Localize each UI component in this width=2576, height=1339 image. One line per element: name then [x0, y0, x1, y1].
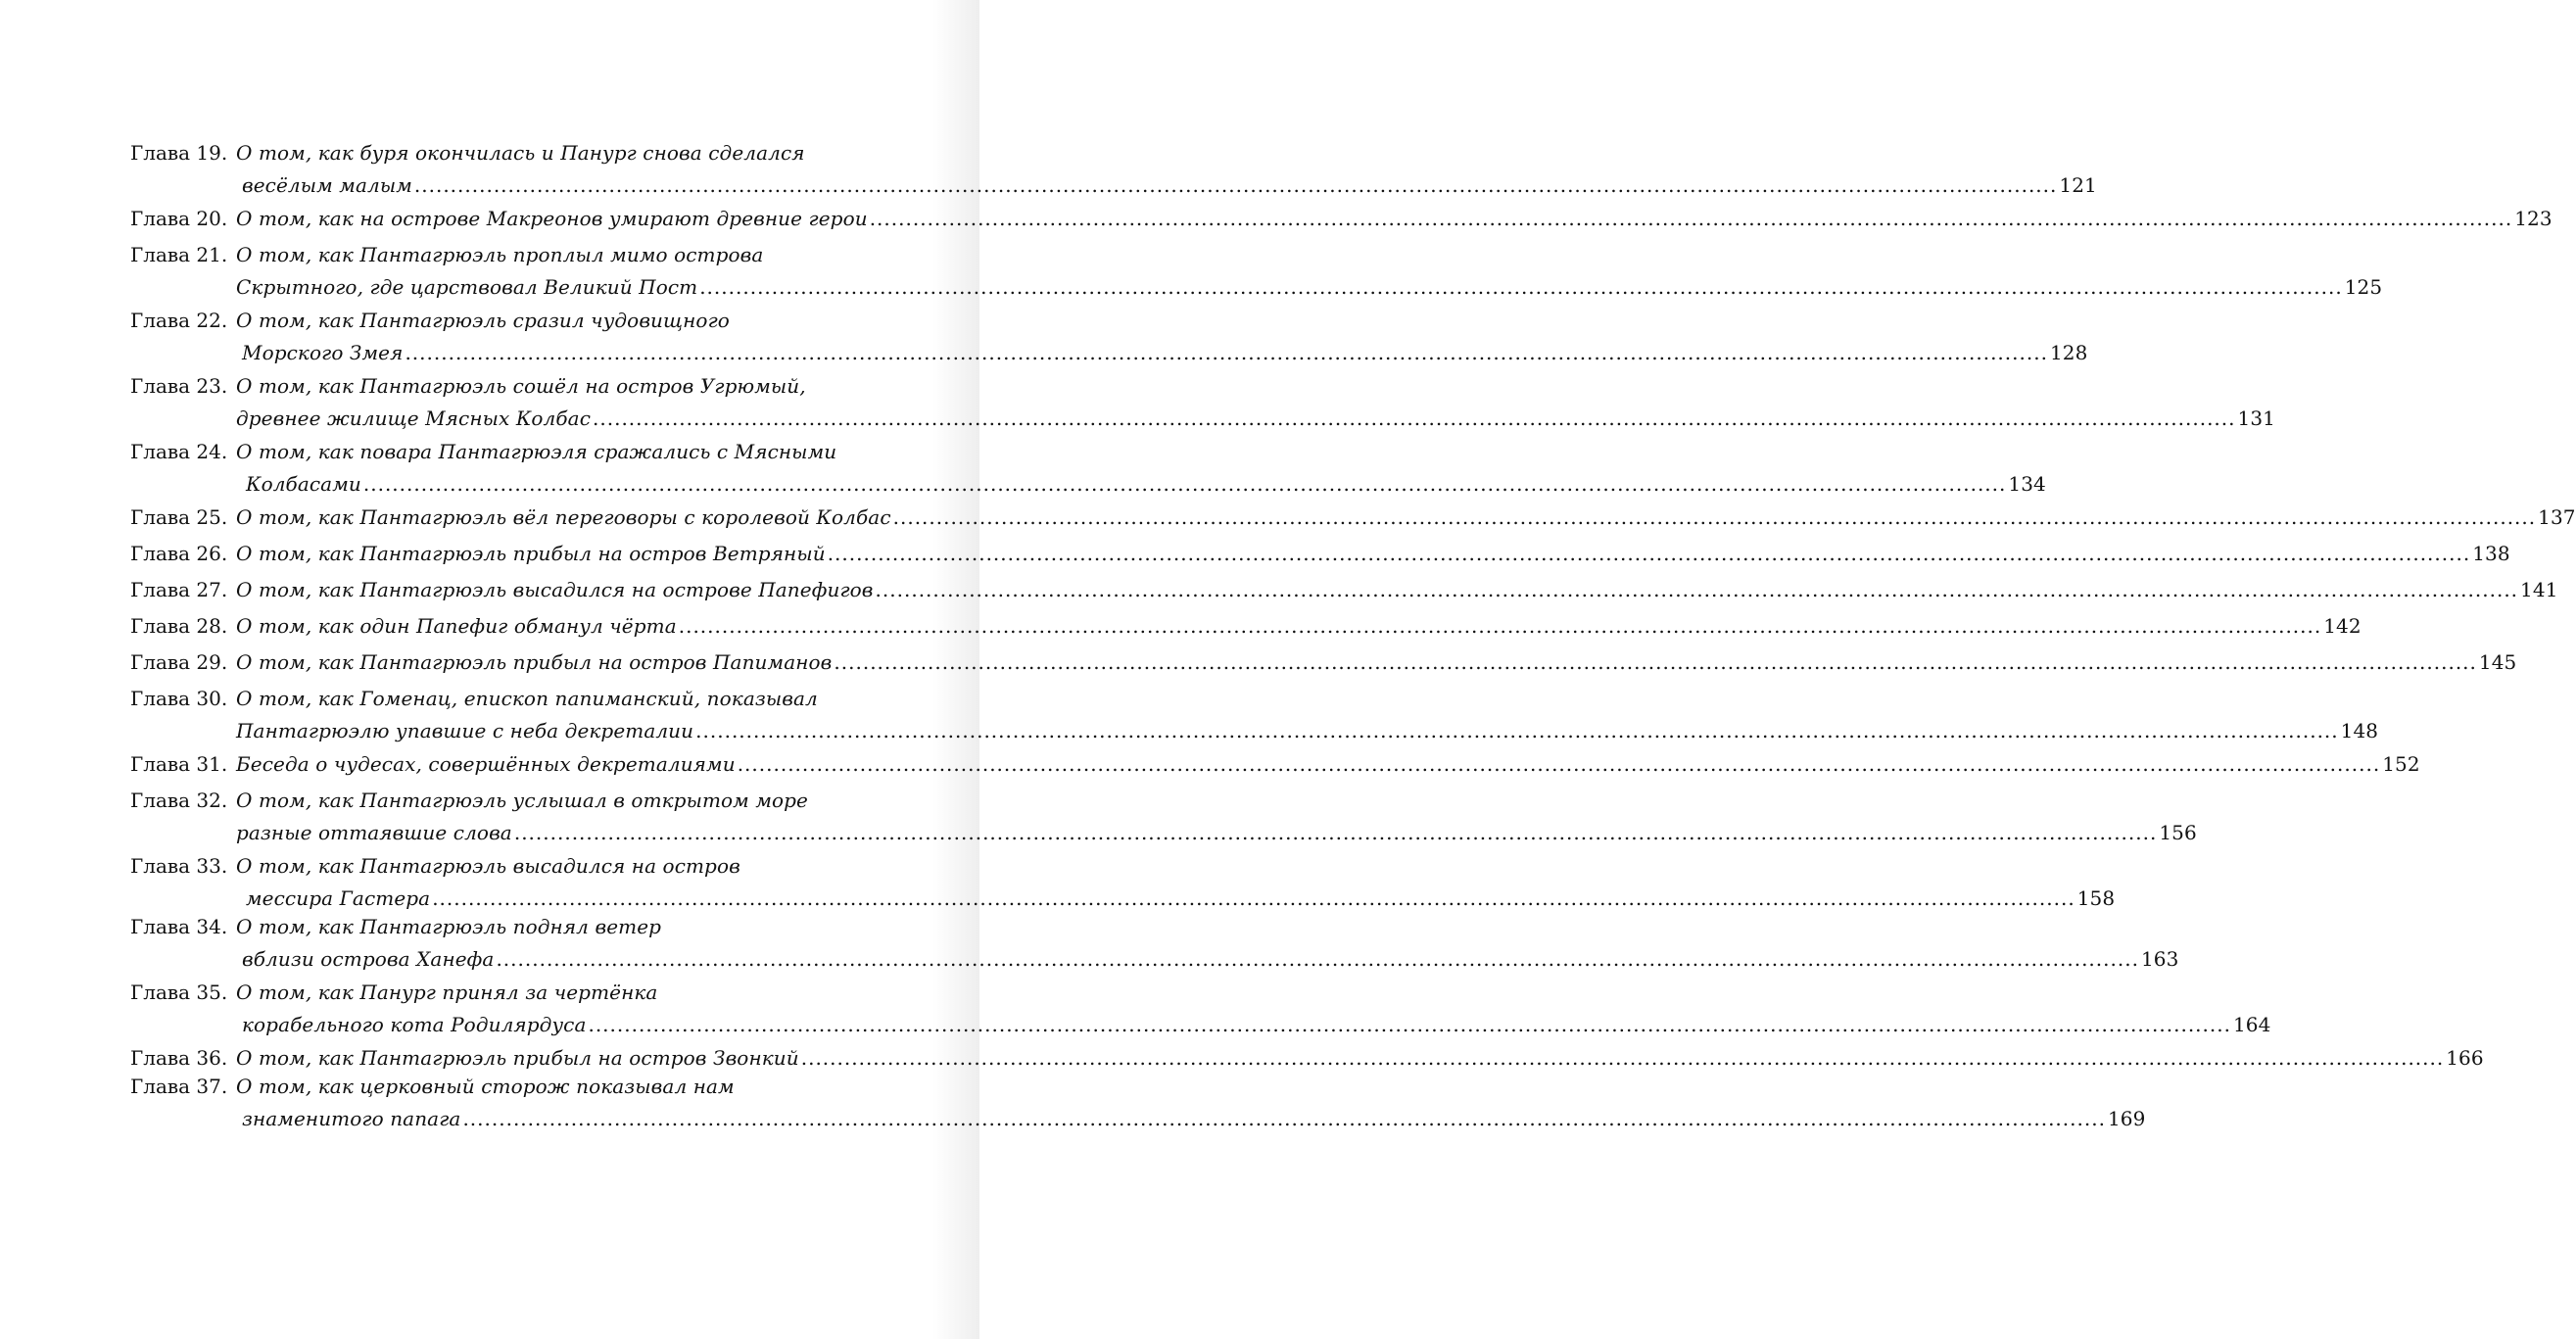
chapter-title: [236, 137, 2097, 202]
page-number: 148: [2340, 719, 2379, 742]
title-line-2: Колбасами ..... 134: [236, 468, 2046, 501]
dot-leader: [363, 468, 2007, 501]
title-line: О том, как Пантагрюэль высадился на острове Папефигов ..... 141: [236, 574, 2558, 606]
title-line-1: О том, как Пантагрюэль сошёл на остров Угрюмый,: [236, 374, 806, 398]
dot-leader: [893, 502, 2537, 534]
chapter-label: Глава 22.: [130, 309, 228, 332]
toc-entry[interactable]: [130, 436, 2046, 501]
page-number: 169: [2107, 1107, 2146, 1130]
toc-entry[interactable]: [130, 977, 2271, 1041]
title-line-1: О том, как Гоменац, епископ папиманский, показывал: [236, 687, 818, 710]
toc-entry[interactable]: [130, 502, 2576, 534]
title-line-1: О том, как Пантагрюэль проплыл мимо острова: [236, 243, 764, 266]
page-number: 156: [2159, 821, 2197, 844]
title-line: О том, как Пантагрюэль вёл переговоры с королевой Колбас ..... 137: [236, 502, 2576, 534]
toc-entry[interactable]: [130, 137, 2097, 202]
chapter-label: Глава 35.: [130, 980, 228, 1004]
chapter-label: Глава 23.: [130, 374, 228, 398]
chapter-label: Глава 31.: [130, 752, 228, 776]
title-line-1: О том, как Пантагрюэль высадился на остров: [236, 854, 740, 878]
dot-leader: [834, 646, 2477, 679]
page-number: 166: [2446, 1046, 2484, 1070]
dot-leader: [593, 403, 2236, 435]
chapter-title: [236, 370, 2275, 435]
toc-entry[interactable]: [130, 748, 2420, 781]
title-line-1: О том, как повара Пантагрюэля сражались с Мясными: [236, 440, 837, 463]
toc-entry[interactable]: [130, 850, 2116, 915]
chapter-label: Глава 28.: [130, 614, 228, 638]
title-line-1: О том, как буря окончилась и Панург снова сделался: [236, 141, 805, 165]
chapter-label: Глава 25.: [130, 505, 228, 529]
toc-entry[interactable]: [130, 1071, 2146, 1135]
title-line-2: Морского Змея ..... 128: [236, 337, 2087, 369]
page-number: 128: [2049, 341, 2088, 364]
chapter-title: [236, 502, 2576, 534]
title-line-1: О том, как Пантагрюэль поднял ветер: [236, 915, 662, 938]
page-number: 134: [2008, 472, 2046, 496]
title-line-2: знаменитого папага ..... 169: [236, 1103, 2145, 1135]
chapter-title: [236, 574, 2558, 606]
chapter-label: Глава 29.: [130, 650, 228, 674]
dot-leader: [514, 817, 2158, 849]
chapter-title: [236, 785, 2197, 849]
dot-leader: [870, 203, 2513, 235]
chapter-title: [236, 203, 2552, 235]
chapter-title: [236, 850, 2115, 915]
page-number: 141: [2520, 578, 2558, 601]
page-number: 163: [2140, 947, 2179, 971]
chapter-title: [236, 436, 2046, 501]
chapter-label: Глава 32.: [130, 789, 228, 812]
toc-entry[interactable]: [130, 239, 2383, 304]
title-line: О том, как Пантагрюэль прибыл на остров Звонкий ..... 166: [236, 1042, 2484, 1075]
page-number: 152: [2382, 752, 2420, 776]
page-number: 125: [2344, 275, 2383, 299]
chapter-label: Глава 33.: [130, 854, 228, 878]
page-number: 145: [2478, 650, 2517, 674]
title-line: О том, как один Папефиг обманул чёрта ..... 142: [236, 610, 2361, 643]
chapter-label: Глава 19.: [130, 141, 228, 165]
dot-leader: [738, 748, 2381, 781]
dot-leader: [405, 337, 2048, 369]
title-line-2: древнее жилище Мясных Колбас ..... 131: [236, 403, 2275, 435]
dot-leader: [462, 1103, 2106, 1135]
chapter-label: Глава 37.: [130, 1075, 228, 1098]
chapter-label: Глава 36.: [130, 1046, 228, 1070]
title-line-2: корабельного кота Родилярдуса ..... 164: [236, 1009, 2270, 1041]
dot-leader: [828, 538, 2471, 570]
chapter-title: [236, 911, 2178, 976]
chapter-title: [236, 977, 2270, 1041]
chapter-title: [236, 1071, 2145, 1135]
chapter-label: Глава 27.: [130, 578, 228, 601]
dot-leader: [588, 1009, 2231, 1041]
title-line-2: Скрытного, где царствовал Великий Пост ..... 125: [236, 271, 2382, 304]
page-number: 123: [2514, 207, 2552, 230]
title-line-2: вблизи острова Ханефа ..... 163: [236, 943, 2178, 976]
table-of-contents: [130, 137, 2576, 1136]
dot-leader: [695, 715, 2339, 747]
dot-leader: [496, 943, 2139, 976]
dot-leader: [679, 610, 2322, 643]
chapter-title: [236, 305, 2087, 369]
toc-entry[interactable]: [130, 683, 2379, 747]
toc-entry[interactable]: [130, 610, 2361, 643]
page-number: 138: [2472, 542, 2510, 565]
toc-entry[interactable]: [130, 574, 2558, 606]
dot-leader: [699, 271, 2343, 304]
page-number: 121: [2059, 173, 2097, 197]
chapter-label: Глава 24.: [130, 440, 228, 463]
title-line: О том, как на острове Макреонов умирают древние герои ..... 123: [236, 203, 2552, 235]
chapter-title: [236, 538, 2510, 570]
chapter-label: Глава 20.: [130, 207, 228, 230]
chapter-label: Глава 21.: [130, 243, 228, 266]
chapter-label: Глава 34.: [130, 915, 228, 938]
title-line-2: мессира Гастера ..... 158: [236, 883, 2115, 915]
dot-leader: [414, 169, 2058, 202]
page-number: 164: [2232, 1013, 2271, 1036]
toc-entry[interactable]: [130, 370, 2275, 435]
chapter-label: Глава 26.: [130, 542, 228, 565]
title-line: О том, как Пантагрюэль прибыл на остров Ветряный ..... 138: [236, 538, 2510, 570]
page-number: 137: [2538, 505, 2576, 529]
chapter-title: [236, 646, 2516, 679]
toc-entry[interactable]: [130, 646, 2517, 679]
title-line-1: О том, как Пантагрюэль сразил чудовищного: [236, 309, 730, 332]
title-line-2: разные оттаявшие слова ..... 156: [236, 817, 2197, 849]
toc-entry[interactable]: [130, 203, 2552, 235]
toc-entry[interactable]: [130, 305, 2088, 369]
page-number: 142: [2323, 614, 2361, 638]
title-line: Беседа о чудесах, совершённых декреталиями ..... 152: [236, 748, 2420, 781]
toc-entry[interactable]: [130, 538, 2510, 570]
chapter-title: [236, 748, 2420, 781]
title-line-1: О том, как Пантагрюэль услышал в открытом море: [236, 789, 808, 812]
title-line-1: О том, как Панург принял за чертёнка: [236, 980, 658, 1004]
chapter-title: [236, 610, 2361, 643]
toc-entry[interactable]: [130, 911, 2179, 976]
title-line-2: Пантагрюэлю упавшие с неба декреталии ..... 148: [236, 715, 2378, 747]
title-line: О том, как Пантагрюэль прибыл на остров Папиманов ..... 145: [236, 646, 2516, 679]
dot-leader: [876, 574, 2519, 606]
title-line-2: весёлым малым ..... 121: [236, 169, 2097, 202]
page-number: 158: [2076, 886, 2116, 910]
title-line-1: О том, как церковный сторож показывал нам: [236, 1075, 735, 1098]
page-number: 131: [2237, 406, 2275, 430]
chapter-title: [236, 239, 2382, 304]
chapter-label: Глава 30.: [130, 687, 228, 710]
toc-entry[interactable]: [130, 785, 2197, 849]
chapter-title: [236, 683, 2378, 747]
